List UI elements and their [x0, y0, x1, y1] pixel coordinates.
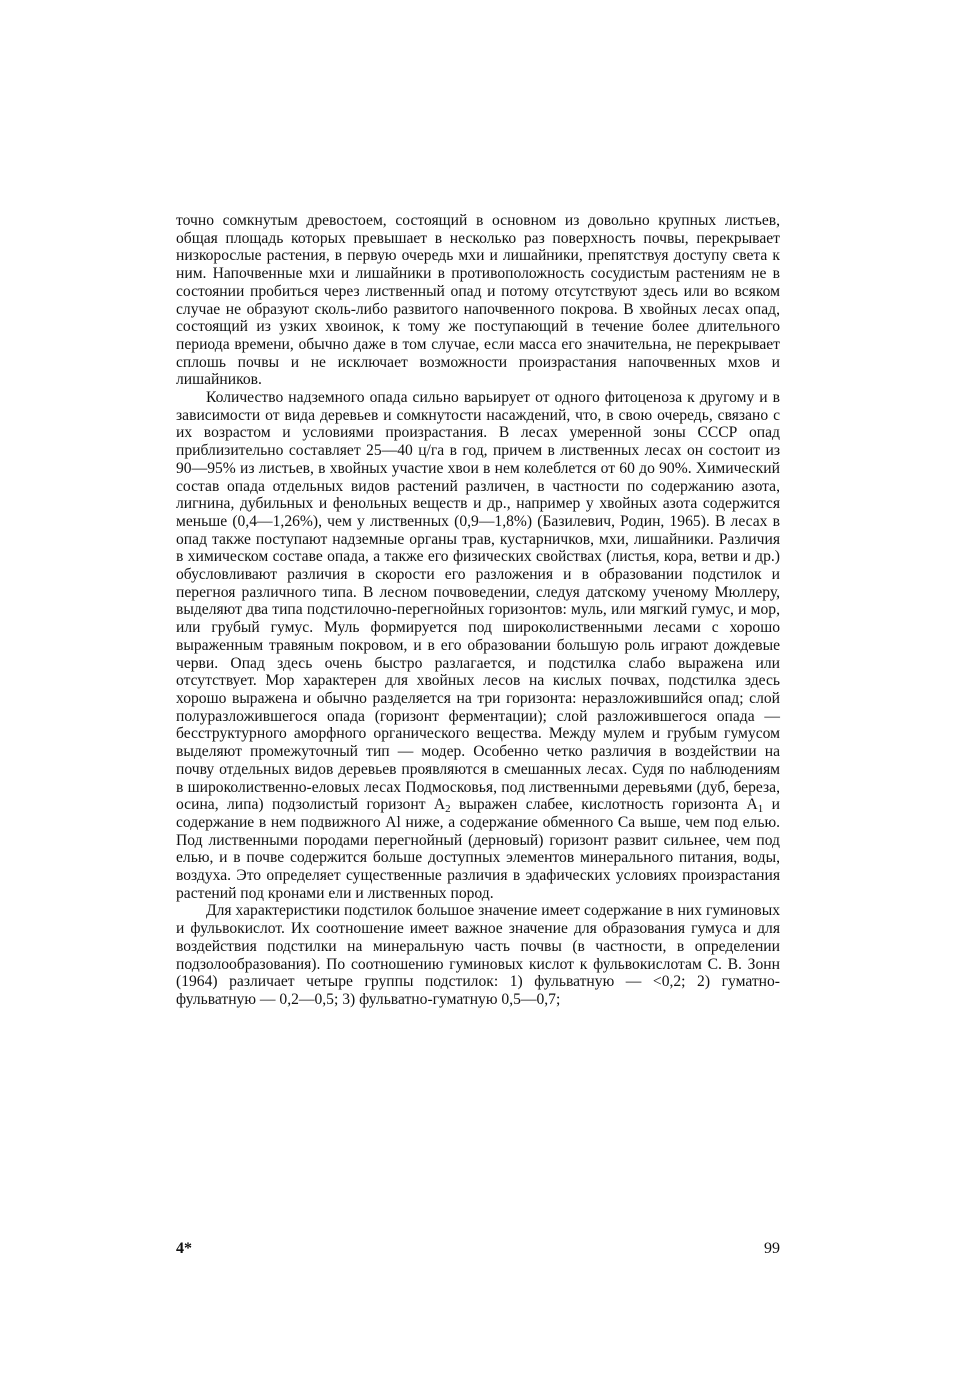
paragraph-2-text-cont: выражен слабее, кислотность горизонта A	[450, 796, 758, 814]
printer-signature: 4*	[176, 1240, 192, 1257]
subscript-a2: 2	[445, 803, 451, 816]
page-number: 99	[764, 1240, 780, 1257]
subscript-a1: 1	[757, 803, 764, 816]
paragraph-2-text-end: и содержание в нем подвижного Al ниже, а содержание обменного Ca выше, чем под елью. Под лиственными породами перегнойный (дерновый) горизонт развит сильнее, чем под елью, и в почве содержится больше доступных элементов минерального питания, воды, воздуха. Это определяет существенные различия в эдафических условиях произрастания растений под кронами ели и лиственных пород.	[176, 796, 780, 902]
page-footer	[176, 1240, 780, 1262]
main-text	[176, 212, 780, 1009]
paragraph-2	[176, 389, 780, 902]
paragraph-2-text: Количество надземного опада сильно варьирует от одного фитоценоза к другому и в зависимости от вида деревьев и сомкнутости насаждений, что, в свою очередь, связано с их возрастом и условиями произрастания. В лесах умеренной зоны СССР опад приблизительно составляет 25—40 ц/га в год, причем в лиственных лесах он состоит из 90—95% из листьев, в хвойных участие хвои в нем колеблется от 60 до 90%. Химический состав опада отдельных видов растений различен, в частности по содержанию азота, лигнина, дубильных и фенольных веществ и др., например у хвойных азота содержится меньше (0,4—1,26%), чем у лиственных (0,9—1,8%) (Базилевич, Родин, 1965). В лесах в опад также поступают надземные органы трав, кустарничков, мхи, лишайники. Различия в химическом составе опада, а также его физических свойствах (листья, кора, ветви и др.) обусловливают различия в скорости его разложения и в образовании подстилок и перегноя различного типа. В лесном почвоведении, следуя датскому ученому Мюллеру, выделяют два типа подстилочно-перегнойных горизонтов: муль, или мягкий гумус, и мор, или грубый гумус. Муль формируется под широколиственными лесами с хорошо выраженным травяным покровом, и в его образовании большую роль играют дождевые черви. Опад здесь очень быстро разлагается, и подстилка слабо выражена или отсутствует. Мор характерен для хвойных лесов на кислых почвах, подстилка здесь хорошо выражена и обычно разделяется на три горизонта: неразложившийся опад; слой полуразложившегося опада (горизонт ферментации); слой разложившегося опада — бесструктурного аморфного органического вещества. Между мулем и грубым гумусом выделяют промежуточный тип — модер. Особенно четко различия в воздействии на почву отдельных видов деревьев проявляются в смешанных лесах. Судя по наблюдениям в широколиственно-еловых лесах Подмосковья, под лиственными деревьями (дуб, береза, осина, липа) подзолистый горизонт A	[176, 389, 780, 814]
paragraph-1-text: точно сомкнутым древостоем, состоящий в основном из довольно крупных листьев, общая площадь которых превышает в несколько раз поверхность почвы, перекрывает низкорослые растения, в первую очередь мхи и лишайники, препятствуя доступу света к ним. Напочвенные мхи и лишайники в противоположность сосудистым растениям не в состоянии пробиться через лиственный опад и потому отсутствуют здесь или во всяком случае не образуют сколь-либо развитого напочвенного покрова. В хвойных лесах опад, состоящий из узких хвоинок, к тому же поступающий в течение более длительного периода времени, обычно даже в том случае, если масса его значительна, не перекрывает сплошь почвы и не исключает возможности произрастания напочвенных мхов и лишайников.	[176, 212, 780, 389]
paragraph-3-text: Для характеристики подстилок большое значение имеет содержание в них гуминовых и фульвокислот. Их соотношение имеет важное значение для образования гумуса и для воздействия подстилки на минеральную часть почвы (в частности, в определении подзолообразования). По соотношению гуминовых кислот к фульвокислотам С. В. Зонн (1964) различает четыре группы подстилок: 1) фульватную — <0,2; 2) гуматно-фульватную — 0,2—0,5; 3) фульватно-гуматную 0,5—0,7;	[176, 902, 780, 1008]
paragraph-3	[176, 902, 780, 1008]
paragraph-1	[176, 212, 780, 389]
